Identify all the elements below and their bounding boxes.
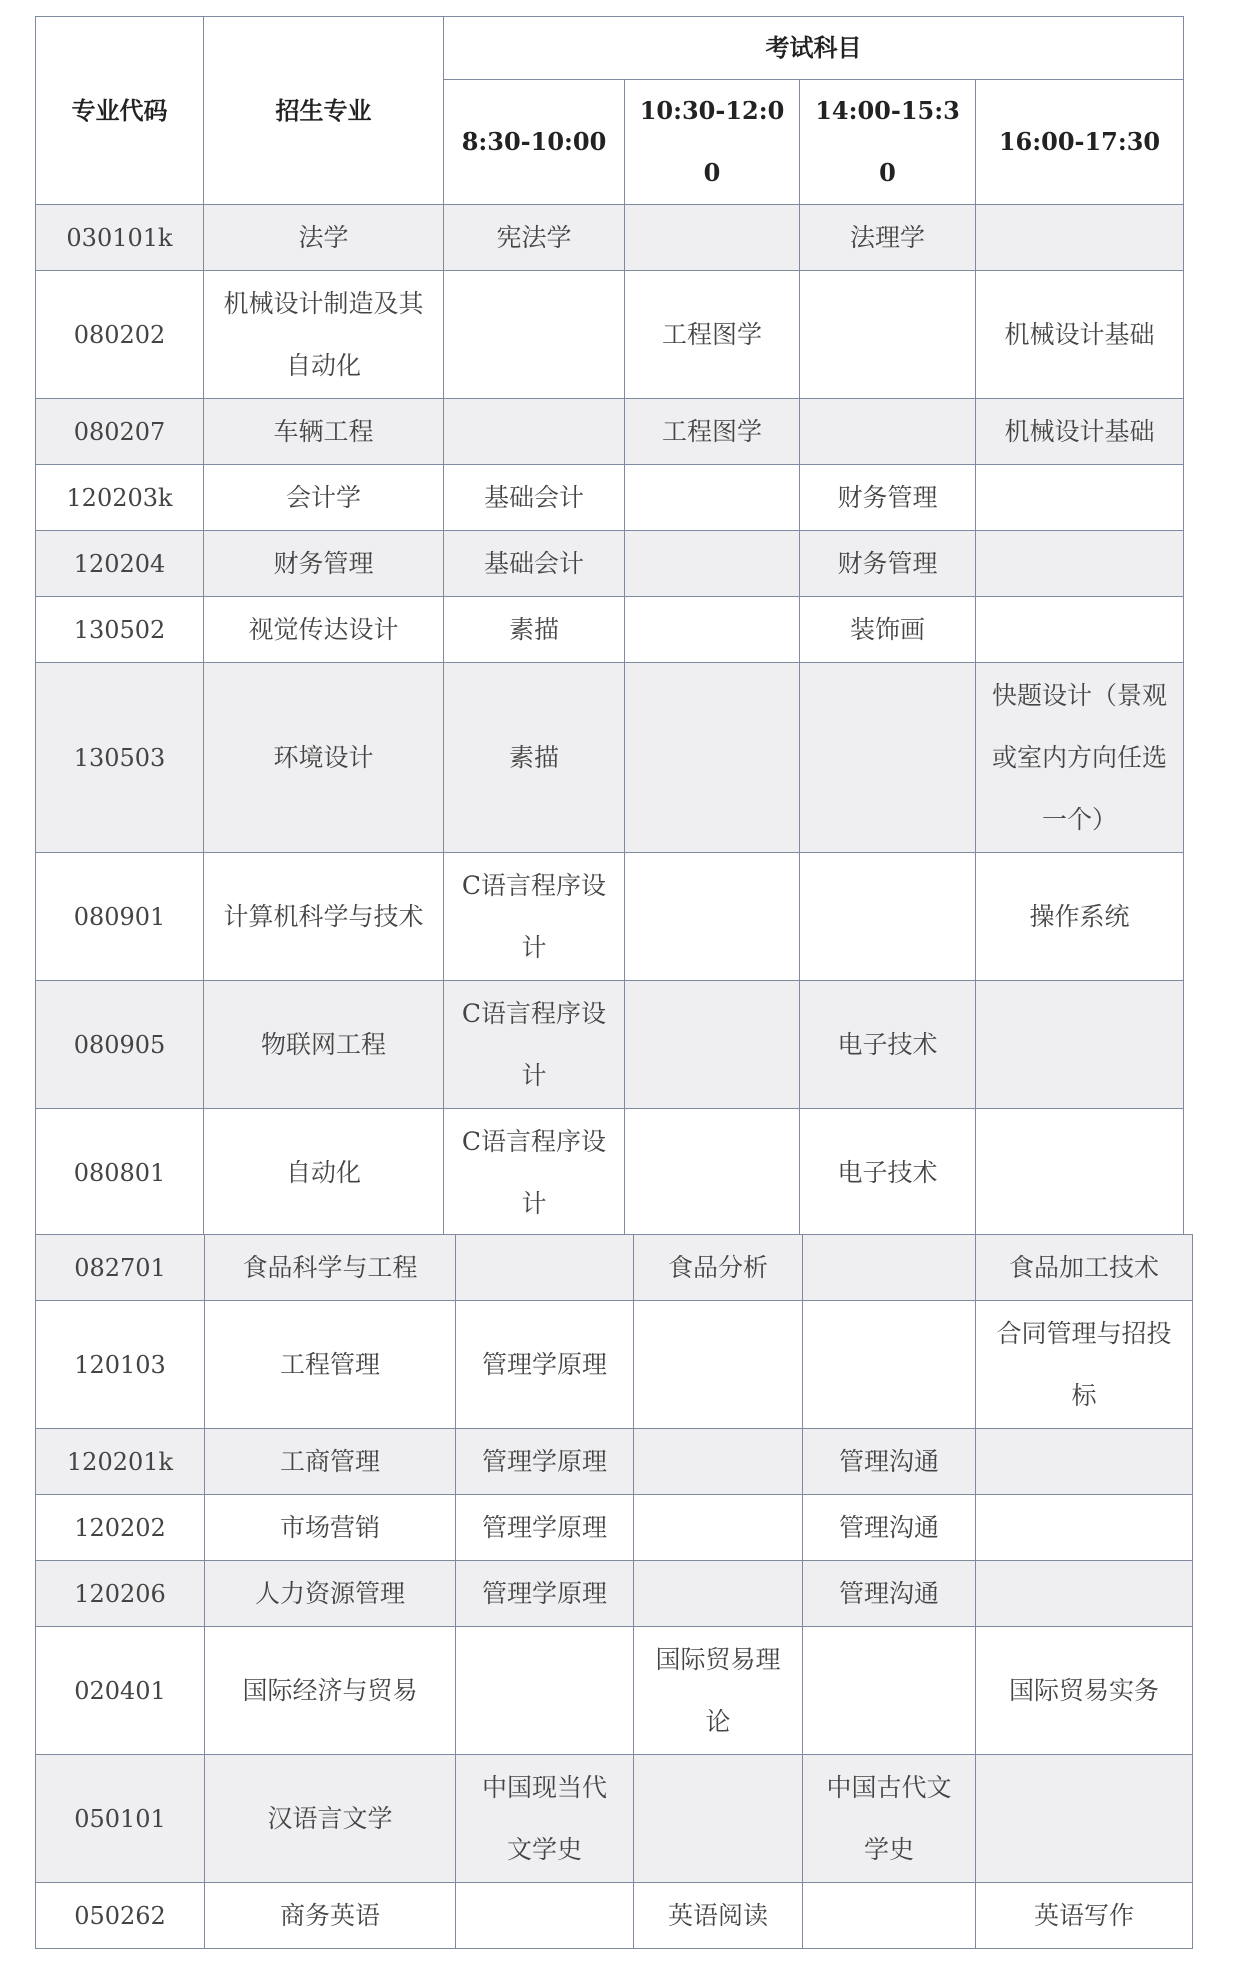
subject-slot-3 — [800, 853, 976, 981]
subject-slot-1: 中国现当代文学史 — [456, 1755, 634, 1883]
subject-slot-2 — [634, 1561, 803, 1627]
table-row — [36, 531, 1184, 597]
subject-slot-3: 装饰画 — [800, 597, 976, 663]
header-exam-subjects: 考试科目 — [444, 17, 1184, 80]
subject-slot-4 — [976, 465, 1184, 531]
subject-slot-3 — [803, 1301, 976, 1429]
major-name: 人力资源管理 — [205, 1561, 456, 1627]
subject-slot-3 — [800, 271, 976, 399]
subject-slot-4: 机械设计基础 — [976, 399, 1184, 465]
subject-slot-4: 快题设计（景观或室内方向任选一个） — [976, 663, 1184, 853]
table-row — [36, 1883, 1193, 1949]
major-name: 计算机科学与技术 — [204, 853, 444, 981]
major-name: 汉语言文学 — [205, 1755, 456, 1883]
header-major-name: 招生专业 — [204, 17, 444, 205]
subject-slot-3: 管理沟通 — [803, 1495, 976, 1561]
subject-slot-1: 管理学原理 — [456, 1561, 634, 1627]
subject-slot-2 — [625, 205, 800, 271]
major-name: 机械设计制造及其自动化 — [204, 271, 444, 399]
major-code: 050262 — [36, 1883, 205, 1949]
subject-slot-1: 管理学原理 — [456, 1429, 634, 1495]
subject-slot-2: 英语阅读 — [634, 1883, 803, 1949]
table-row — [36, 1561, 1193, 1627]
subject-slot-4: 操作系统 — [976, 853, 1184, 981]
subject-slot-1 — [456, 1883, 634, 1949]
subject-slot-3: 中国古代文学史 — [803, 1755, 976, 1883]
subject-slot-2 — [634, 1301, 803, 1429]
subject-slot-4: 英语写作 — [976, 1883, 1193, 1949]
subject-slot-4 — [976, 1561, 1193, 1627]
major-name: 会计学 — [204, 465, 444, 531]
table-row — [36, 205, 1184, 271]
subject-slot-3: 法理学 — [800, 205, 976, 271]
subject-slot-3: 电子技术 — [800, 981, 976, 1109]
subject-slot-3 — [800, 399, 976, 465]
table-row — [36, 663, 1184, 853]
subject-slot-2: 工程图学 — [625, 271, 800, 399]
subject-slot-2 — [625, 981, 800, 1109]
subject-slot-2: 工程图学 — [625, 399, 800, 465]
subject-slot-2 — [634, 1755, 803, 1883]
major-code: 120204 — [36, 531, 204, 597]
subject-slot-2: 食品分析 — [634, 1235, 803, 1301]
major-code: 120206 — [36, 1561, 205, 1627]
subject-slot-3 — [803, 1627, 976, 1755]
major-name: 车辆工程 — [204, 399, 444, 465]
subject-slot-3: 电子技术 — [800, 1109, 976, 1237]
subject-slot-4: 食品加工技术 — [976, 1235, 1193, 1301]
major-name: 食品科学与工程 — [205, 1235, 456, 1301]
major-name: 视觉传达设计 — [204, 597, 444, 663]
table-row — [36, 271, 1184, 399]
subject-slot-4 — [976, 1429, 1193, 1495]
table-row — [36, 1235, 1193, 1301]
major-name: 工程管理 — [205, 1301, 456, 1429]
table-row — [36, 399, 1184, 465]
table-row — [36, 1301, 1193, 1429]
header-time-slot-1: 8:30-10:00 — [444, 80, 625, 205]
subject-slot-4 — [976, 531, 1184, 597]
major-code: 030101k — [36, 205, 204, 271]
table-row — [36, 1109, 1184, 1237]
major-name: 工商管理 — [205, 1429, 456, 1495]
subject-slot-1: 管理学原理 — [456, 1301, 634, 1429]
subject-slot-2 — [625, 663, 800, 853]
subject-slot-1: 素描 — [444, 663, 625, 853]
major-name: 商务英语 — [205, 1883, 456, 1949]
major-name: 国际经济与贸易 — [205, 1627, 456, 1755]
subject-slot-4: 机械设计基础 — [976, 271, 1184, 399]
subject-slot-1: 基础会计 — [444, 531, 625, 597]
major-code: 080207 — [36, 399, 204, 465]
major-code: 080202 — [36, 271, 204, 399]
major-name: 物联网工程 — [204, 981, 444, 1109]
subject-slot-2 — [625, 1109, 800, 1237]
table-row — [36, 1755, 1193, 1883]
subject-slot-4 — [976, 1755, 1193, 1883]
subject-slot-2: 国际贸易理论 — [634, 1627, 803, 1755]
subject-slot-1 — [456, 1235, 634, 1301]
subject-slot-2 — [625, 465, 800, 531]
subject-slot-3 — [800, 663, 976, 853]
subject-slot-3: 财务管理 — [800, 465, 976, 531]
header-time-slot-3: 14:00-15:30 — [800, 80, 976, 205]
subject-slot-1: 宪法学 — [444, 205, 625, 271]
subject-slot-1: 素描 — [444, 597, 625, 663]
subject-slot-1: 基础会计 — [444, 465, 625, 531]
major-name: 环境设计 — [204, 663, 444, 853]
subject-slot-1: 管理学原理 — [456, 1495, 634, 1561]
subject-slot-1 — [444, 399, 625, 465]
subject-slot-4 — [976, 597, 1184, 663]
major-code: 080801 — [36, 1109, 204, 1237]
major-code: 120201k — [36, 1429, 205, 1495]
subject-slot-2 — [634, 1429, 803, 1495]
subject-slot-4 — [976, 205, 1184, 271]
subject-slot-4: 国际贸易实务 — [976, 1627, 1193, 1755]
subject-slot-2 — [625, 531, 800, 597]
major-code: 130503 — [36, 663, 204, 853]
subject-slot-3: 财务管理 — [800, 531, 976, 597]
header-major-code: 专业代码 — [36, 17, 204, 205]
major-code: 120202 — [36, 1495, 205, 1561]
subject-slot-1: C语言程序设计 — [444, 853, 625, 981]
table-row — [36, 1429, 1193, 1495]
subject-slot-3 — [803, 1235, 976, 1301]
subject-slot-3: 管理沟通 — [803, 1429, 976, 1495]
major-name: 自动化 — [204, 1109, 444, 1237]
table-row — [36, 1627, 1193, 1755]
major-code: 080905 — [36, 981, 204, 1109]
subject-slot-4 — [976, 1109, 1184, 1237]
table-row — [36, 981, 1184, 1109]
exam-schedule-table-1 — [35, 16, 1184, 1237]
table-row — [36, 597, 1184, 663]
subject-slot-3 — [803, 1883, 976, 1949]
major-code: 120203k — [36, 465, 204, 531]
major-code: 120103 — [36, 1301, 205, 1429]
major-name: 法学 — [204, 205, 444, 271]
table-row — [36, 465, 1184, 531]
major-name: 财务管理 — [204, 531, 444, 597]
subject-slot-2 — [625, 853, 800, 981]
exam-schedule-table-2 — [35, 1234, 1193, 1949]
major-code: 082701 — [36, 1235, 205, 1301]
subject-slot-4 — [976, 981, 1184, 1109]
subject-slot-1 — [444, 271, 625, 399]
major-code: 130502 — [36, 597, 204, 663]
header-time-slot-2: 10:30-12:00 — [625, 80, 800, 205]
subject-slot-2 — [625, 597, 800, 663]
table-row — [36, 1495, 1193, 1561]
subject-slot-1: C语言程序设计 — [444, 981, 625, 1109]
subject-slot-1 — [456, 1627, 634, 1755]
major-code: 050101 — [36, 1755, 205, 1883]
table-row — [36, 853, 1184, 981]
major-name: 市场营销 — [205, 1495, 456, 1561]
subject-slot-4: 合同管理与招投标 — [976, 1301, 1193, 1429]
subject-slot-4 — [976, 1495, 1193, 1561]
header-time-slot-4: 16:00-17:30 — [976, 80, 1184, 205]
major-code: 020401 — [36, 1627, 205, 1755]
subject-slot-2 — [634, 1495, 803, 1561]
major-code: 080901 — [36, 853, 204, 981]
subject-slot-1: C语言程序设计 — [444, 1109, 625, 1237]
subject-slot-3: 管理沟通 — [803, 1561, 976, 1627]
